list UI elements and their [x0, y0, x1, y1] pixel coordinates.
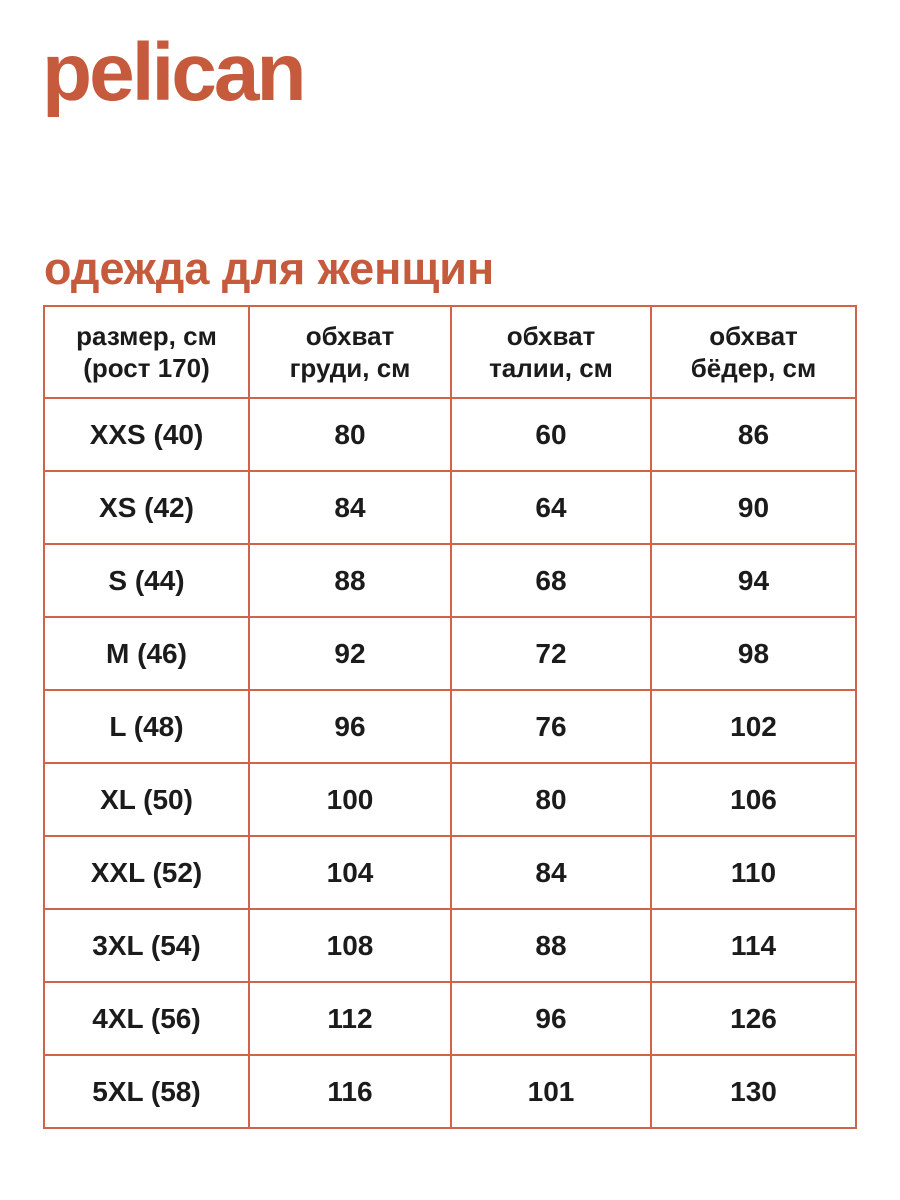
- size-cell: XXS (40): [44, 398, 249, 471]
- waist-cell: 88: [451, 909, 651, 982]
- waist-cell: 64: [451, 471, 651, 544]
- hips-cell: 126: [651, 982, 856, 1055]
- hips-cell: 110: [651, 836, 856, 909]
- hips-cell: 130: [651, 1055, 856, 1128]
- waist-cell: 101: [451, 1055, 651, 1128]
- waist-cell: 96: [451, 982, 651, 1055]
- table-row: [44, 982, 856, 1055]
- hips-cell: 86: [651, 398, 856, 471]
- size-cell: XL (50): [44, 763, 249, 836]
- waist-cell: 68: [451, 544, 651, 617]
- table-row: [44, 398, 856, 471]
- table-row: [44, 617, 856, 690]
- size-cell: 3XL (54): [44, 909, 249, 982]
- chest-cell: 108: [249, 909, 451, 982]
- waist-cell: 60: [451, 398, 651, 471]
- table-row: [44, 763, 856, 836]
- waist-cell: 76: [451, 690, 651, 763]
- column-header-hips: [651, 306, 856, 398]
- chest-cell: 100: [249, 763, 451, 836]
- size-cell: 4XL (56): [44, 982, 249, 1055]
- header-line: талии, см: [489, 353, 613, 383]
- size-table: [43, 305, 857, 1129]
- hips-cell: 102: [651, 690, 856, 763]
- chest-cell: 96: [249, 690, 451, 763]
- chest-cell: 92: [249, 617, 451, 690]
- chest-cell: 112: [249, 982, 451, 1055]
- size-cell: M (46): [44, 617, 249, 690]
- hips-cell: 94: [651, 544, 856, 617]
- pelican-logo: pelican: [42, 27, 304, 118]
- column-header-chest: [249, 306, 451, 398]
- waist-cell: 84: [451, 836, 651, 909]
- table-row: [44, 836, 856, 909]
- waist-cell: 72: [451, 617, 651, 690]
- table-row: [44, 471, 856, 544]
- header-line: обхват: [709, 320, 798, 351]
- size-table-header: [44, 306, 856, 398]
- size-cell: XS (42): [44, 471, 249, 544]
- column-header-waist: [451, 306, 651, 398]
- header-line: размер, см: [76, 320, 217, 351]
- header-line: (рост 170): [83, 353, 210, 383]
- table-row: [44, 1055, 856, 1128]
- header-line: бёдер, см: [690, 353, 817, 383]
- header-row: [44, 306, 856, 398]
- size-cell: S (44): [44, 544, 249, 617]
- chest-cell: 84: [249, 471, 451, 544]
- page-title: одежда для женщин: [44, 243, 495, 295]
- size-cell: XXL (52): [44, 836, 249, 909]
- column-header-size: [44, 306, 249, 398]
- chest-cell: 80: [249, 398, 451, 471]
- size-cell: L (48): [44, 690, 249, 763]
- hips-cell: 98: [651, 617, 856, 690]
- hips-cell: 114: [651, 909, 856, 982]
- table-row: [44, 690, 856, 763]
- hips-cell: 90: [651, 471, 856, 544]
- header-line: обхват: [305, 320, 395, 351]
- hips-cell: 106: [651, 763, 856, 836]
- chest-cell: 116: [249, 1055, 451, 1128]
- chest-cell: 104: [249, 836, 451, 909]
- header-line: обхват: [506, 320, 596, 351]
- table-row: [44, 909, 856, 982]
- table-row: [44, 544, 856, 617]
- header-line: груди, см: [289, 353, 411, 383]
- waist-cell: 80: [451, 763, 651, 836]
- size-table-body: [44, 398, 856, 1128]
- size-cell: 5XL (58): [44, 1055, 249, 1128]
- chest-cell: 88: [249, 544, 451, 617]
